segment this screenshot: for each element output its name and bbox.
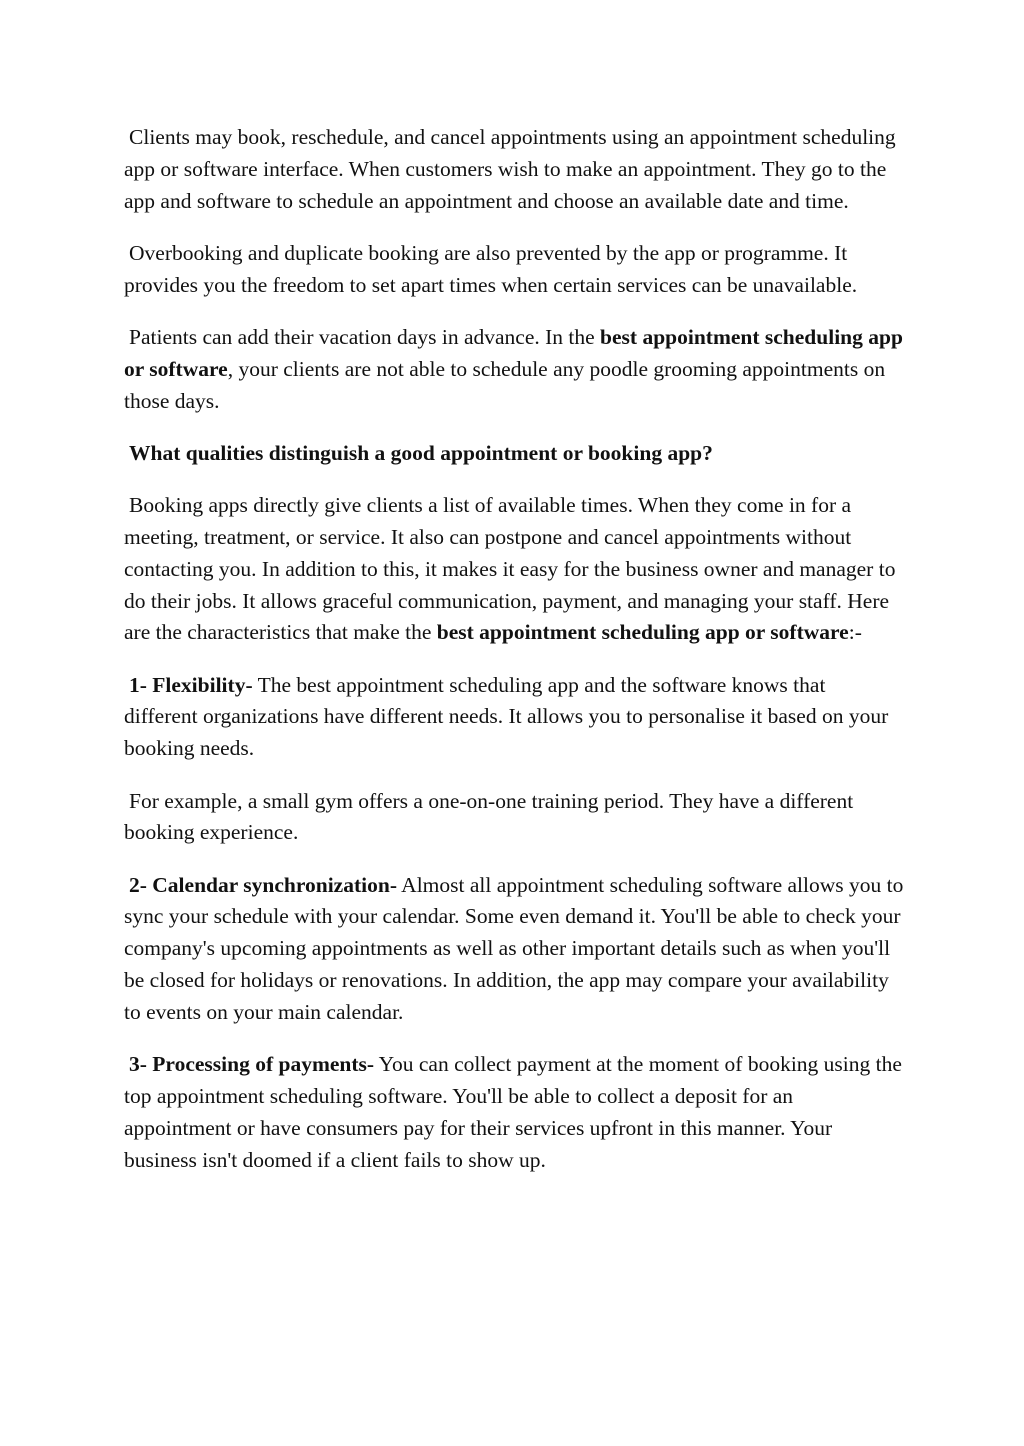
- paragraph-example-gym: [124, 786, 904, 850]
- text-run: You can collect payment at the moment of booking using the top appointment scheduling software. You'll be able to collect a deposit for an appointment or have consumers pay for their services upfront in this manner. Your business isn't doomed if a client fails to show up.: [124, 1052, 902, 1172]
- text-run: Patients can add their vacation days in advance. In the: [129, 324, 601, 349]
- feature-label: 1- Flexibility-: [129, 672, 253, 697]
- text-run: Booking apps directly give clients a list of available times. When they come in for a meeting, treatment, or service. It also can postpone and cancel appointments without contacting you. In addition to this, it makes it easy for the business owner and manager to do their jobs. It allows graceful communication, payment, and managing your staff. Here are the characteristics that make the: [124, 493, 896, 645]
- text-run: The best appointment scheduling app and the software knows that different organizations have different needs. It allows you to personalise it based on your booking needs.: [124, 672, 889, 761]
- heading-text: What qualities distinguish a good appointment or booking app?: [129, 440, 713, 465]
- feature-label: 3- Processing of payments-: [129, 1052, 375, 1077]
- bold-keyword: best appointment scheduling app or software: [436, 620, 849, 645]
- paragraph-overbooking: [124, 238, 904, 302]
- text-run: :-: [848, 620, 862, 645]
- paragraph-intro: [124, 122, 904, 217]
- document-page: [124, 122, 904, 1197]
- text-run: Clients may book, reschedule, and cancel appointments using an appointment scheduling app or software interface. When customers wish to make an appointment. They go to the app and software to schedule an appointment and choose an available date and time.: [124, 125, 896, 213]
- bold-keyword: best appointment scheduling app or software: [124, 324, 903, 381]
- paragraph-flexibility: [124, 670, 904, 765]
- section-heading-qualities: [124, 438, 904, 470]
- paragraph-payments: [124, 1049, 904, 1176]
- text-run: For example, a small gym offers a one-on-one training period. They have a different booking experience.: [124, 788, 854, 845]
- text-run: Overbooking and duplicate booking are also prevented by the app or programme. It provides you the freedom to set apart times when certain services can be unavailable.: [124, 240, 858, 297]
- paragraph-vacation: [124, 322, 904, 417]
- feature-label: 2- Calendar synchronization-: [129, 872, 397, 897]
- text-run: , your clients are not able to schedule any poodle grooming appointments on those days.: [124, 356, 886, 413]
- paragraph-calendar-sync: [124, 870, 904, 1029]
- paragraph-booking-apps: [124, 490, 904, 649]
- text-run: Almost all appointment scheduling software allows you to sync your schedule with your calendar. Some even demand it. You'll be able to check your company's upcoming appointments as well as other important details such as when you'll be closed for holidays or renovations. In addition, the app may compare your availability to events on your main calendar.: [124, 872, 904, 1024]
